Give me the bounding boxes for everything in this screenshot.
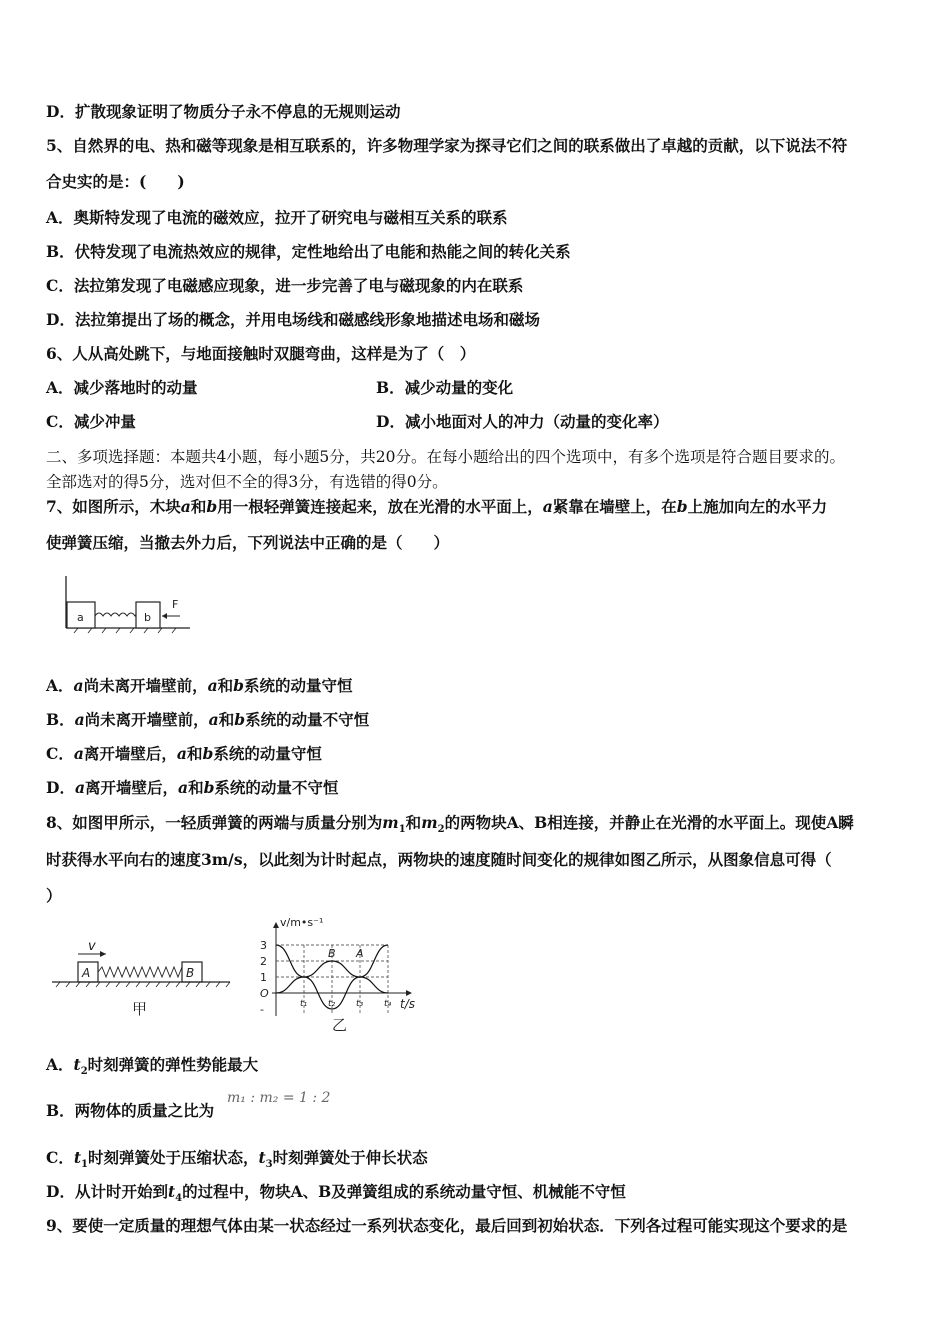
y-tick-label: - (260, 1003, 264, 1016)
q7-stem-line2: 使弹簧压缩，当撤去外力后，下列说法中正确的是（ ） (46, 533, 450, 552)
y-tick-label: O (260, 987, 269, 1000)
chart-caption: 乙 (332, 1016, 348, 1034)
y-tick-label: 1 (260, 971, 267, 984)
q8-velocity-label: v (88, 939, 96, 954)
x-tick-label: t₂ (328, 999, 336, 1009)
q7-option-d: D．a离开墙壁后，a和b系统的动量不守恒 (46, 778, 339, 797)
q5-stem-line1: 5、自然界的电、热和磁等现象是相互联系的，许多物理学家为探寻它们之间的联系做出了卓越的贡献，以下说法不符 (46, 136, 848, 155)
q8-figure-left-caption: 甲 (132, 1000, 148, 1018)
q8-vt-chart (250, 912, 430, 1034)
q7-block-a-label: a (77, 611, 84, 624)
x-tick-label: t₄ (384, 999, 392, 1009)
q8-option-d: D．从计时开始到$t_4$的过程中，物块A、B及弹簧组成的系统动量守恒、机械能不守恒 (46, 1182, 626, 1205)
q8-option-b-ratio: m₁ : m₂ = 1 : 2 (227, 1090, 331, 1106)
q8-block-a-label: A (82, 966, 91, 980)
annotation-b: B (328, 947, 336, 960)
q8-stem-line1: 8、如图甲所示，一轻质弹簧的两端与质量分别为$m_1$和$m_2$的两物块A、B相连接，并静止在光滑的水平面上。现使A瞬 (46, 813, 854, 836)
q8-figure-left (48, 930, 238, 1022)
q5-option-a: A．奥斯特发现了电流的磁效应，拉开了研究电与磁相互关系的联系 (46, 208, 508, 227)
x-tick-label: t₁ (300, 999, 308, 1009)
q5-option-b: B．伏特发现了电流热效应的规律，定性地给出了电能和热能之间的转化关系 (46, 242, 571, 261)
section2-line2: 全部选对的得5分，选对但不全的得3分，有选错的得0分。 (46, 473, 448, 491)
y-tick-label: 2 (260, 955, 267, 968)
q7-stem-line1: 7、如图所示，木块a和b用一根轻弹簧连接起来，放在光滑的水平面上，a紧靠在墙壁上，在b上施加向左的水平力 (46, 497, 828, 516)
q8-stem-line2: 时获得水平向右的速度3m/s，以此刻为计时起点，两物块的速度随时间变化的规律如图乙所示，从图象信息可得（ (46, 850, 832, 869)
q4-option-d: D．扩散现象证明了物质分子永不停息的无规则运动 (46, 102, 401, 121)
q8-option-c: C．$t_1$时刻弹簧处于压缩状态，$t_3$时刻弹簧处于伸长状态 (46, 1148, 428, 1171)
q8-block-b-label: B (186, 966, 195, 980)
section2-line1: 二、多项选择题：本题共4小题，每小题5分，共20分。在每小题给出的四个选项中，有多个选项是符合题目要求的。 (46, 448, 845, 466)
q7-option-c: C．a离开墙壁后，a和b系统的动量守恒 (46, 744, 322, 763)
q6-option-d: D．减小地面对人的冲力（动量的变化率） (376, 412, 669, 431)
q8-option-a: A．$t_2$时刻弹簧的弹性势能最大 (46, 1055, 259, 1078)
q7-option-a: A．a尚未离开墙壁前，a和b系统的动量守恒 (46, 676, 353, 695)
q6-option-b: B．减少动量的变化 (376, 378, 514, 397)
q5-option-d: D．法拉第提出了场的概念，并用电场线和磁感线形象地描述电场和磁场 (46, 310, 540, 329)
x-axis-label: t/s (400, 997, 415, 1011)
q8-stem-line3: ） (46, 886, 62, 905)
q6-option-a: A．减少落地时的动量 (46, 378, 198, 397)
q5-option-c: C．法拉第发现了电磁感应现象，进一步完善了电与磁现象的内在联系 (46, 276, 524, 295)
x-tick-label: t₃ (356, 999, 364, 1009)
q5-stem-line2: 合史实的是：( ) (46, 172, 185, 191)
q7-block-b-label: b (144, 611, 151, 624)
q6-stem: 6、人从高处跳下，与地面接触时双腿弯曲，这样是为了（ ） (46, 344, 476, 363)
q7-figure (58, 572, 198, 634)
q7-option-b: B．a尚未离开墙壁前，a和b系统的动量不守恒 (46, 710, 370, 729)
q7-force-label: F (172, 598, 179, 611)
y-tick-label: 3 (260, 939, 267, 952)
annotation-a: A (356, 947, 364, 960)
q9-stem: 9、要使一定质量的理想气体由某一状态经过一系列状态变化，最后回到初始状态．下列各过程可能实现这个要求的是 (46, 1216, 848, 1235)
q6-option-c: C．减少冲量 (46, 412, 136, 431)
y-axis-label: v/m•s⁻¹ (280, 916, 324, 929)
q8-option-b: B．两物体的质量之比为 (46, 1101, 215, 1120)
